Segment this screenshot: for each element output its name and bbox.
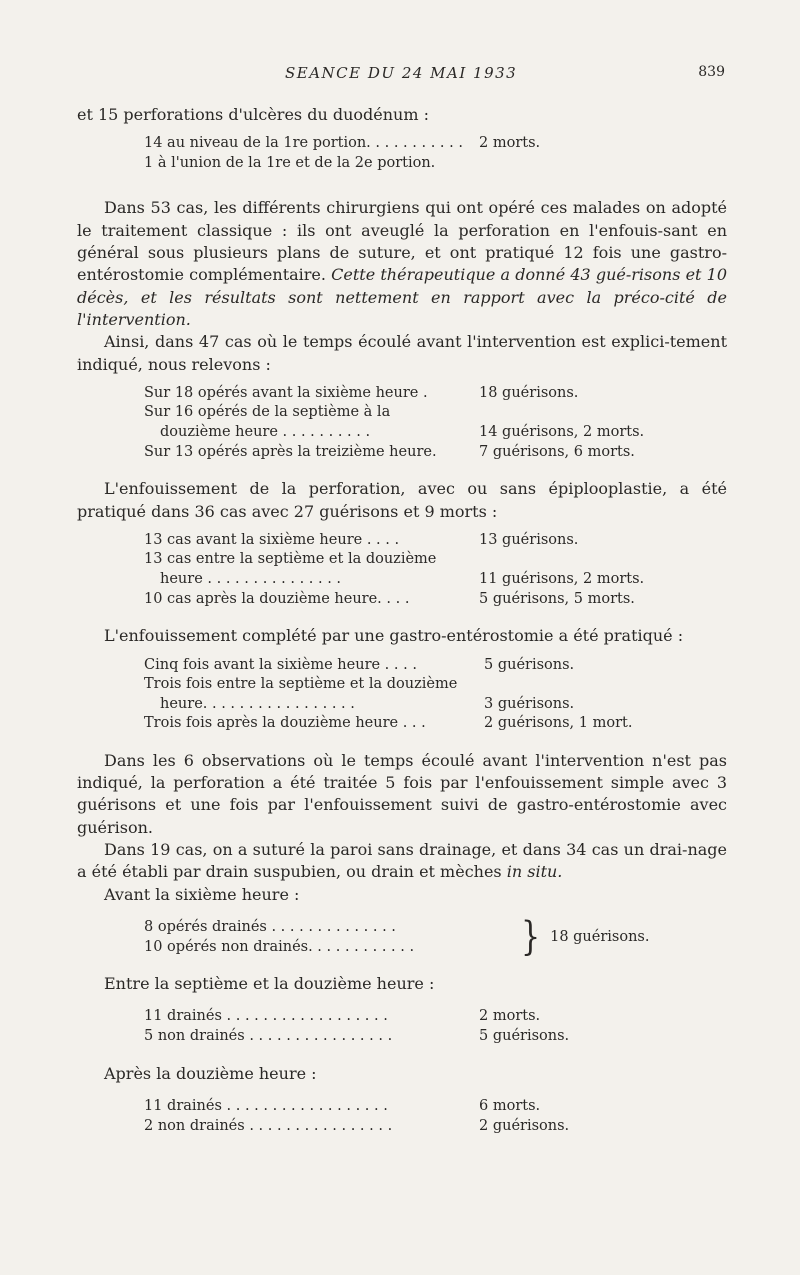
table-value: 2 morts. [479, 1008, 541, 1025]
table-row [144, 423, 727, 443]
table-label: 11 drainés . . . . . . . . . . . . . . . . . . [144, 1097, 388, 1114]
paragraph-6-text: Dans 19 cas, on a suturé la paroi sans drainage, et dans 34 cas un drai-nage a été établi par drain suspubien, ou drain et mèches [77, 840, 727, 882]
table-label: 10 cas après la douzième heure. . . . [144, 590, 410, 607]
table-row [144, 695, 727, 715]
subheading-between: Entre la septième et la douzième heure : [104, 974, 435, 994]
table-value: 5 guérisons. [484, 656, 575, 673]
running-header [0, 64, 800, 86]
table-time-results [144, 384, 727, 462]
table-value: 3 guérisons. [484, 695, 575, 712]
list-item [144, 134, 727, 154]
table-value: 6 morts. [479, 1097, 541, 1114]
duodenum-list [144, 134, 727, 173]
table-label: heure . . . . . . . . . . . . . . . [160, 571, 342, 588]
page-number: 839 [698, 64, 725, 80]
paragraph-1-text: Dans 53 cas, les différents chirurgiens qui ont opéré ces malades on adopté le traitement classique : ils ont aveuglé la perforation en l'enfouis-sant en général sous plusieurs plans de suture, et ont pratiqué 12 fois une gastro-entérostomie complémentaire. [77, 198, 727, 285]
table-row [144, 1097, 727, 1117]
table-label: Sur 13 opérés après la treizième heure. [144, 443, 437, 460]
table-label: douzième heure . . . . . . . . . . [160, 424, 371, 441]
table-label: 13 cas entre la septième et la douzième [144, 551, 437, 568]
list-label: 14 au niveau de la 1re portion. . . . . . . . . . . [144, 135, 463, 152]
table-value: 7 guérisons, 6 morts. [479, 443, 635, 460]
list-label: 1 à l'union de la 1re et de la 2e portion. [144, 154, 436, 171]
table-gastro [144, 656, 727, 734]
table-value: 11 guérisons, 2 morts. [479, 571, 645, 588]
subheading-before-six: Avant la sixième heure : [104, 884, 300, 904]
table-row [144, 570, 727, 590]
table-after [144, 1097, 727, 1136]
table-row [144, 656, 727, 676]
table-label: heure. . . . . . . . . . . . . . . . . [160, 695, 355, 712]
table-label: 11 drainés . . . . . . . . . . . . . . . . . . [144, 1008, 388, 1025]
table-label: 5 non drainés . . . . . . . . . . . . . . . . [144, 1028, 393, 1045]
intro-line: et 15 perforations d'ulcères du duodénum : [77, 105, 429, 124]
table-label: Trois fois après la douzième heure . . . [144, 715, 426, 732]
table-label: Sur 16 opérés de la septième à la [144, 404, 391, 421]
table-label: 2 non drainés . . . . . . . . . . . . . . . . [144, 1117, 393, 1134]
table-between [144, 1007, 727, 1046]
table-row [144, 590, 727, 610]
table-label: Trois fois entre la septième et la douzième [144, 676, 458, 693]
table-row [144, 550, 727, 570]
table-value: 5 guérisons, 5 morts. [479, 590, 635, 607]
list-item: 8 opérés drainés . . . . . . . . . . . . . . [144, 918, 396, 935]
list-item: 10 opérés non drainés. . . . . . . . . . . . [144, 938, 415, 955]
table-row [144, 384, 727, 404]
list-value: 2 morts. [479, 135, 541, 152]
table-label: 13 cas avant la sixième heure . . . . [144, 531, 400, 548]
paragraph-1 [77, 197, 727, 331]
table-row [144, 443, 727, 463]
table-row [144, 675, 727, 695]
braced-group [144, 914, 727, 960]
table-row [144, 714, 727, 734]
table-value: 5 guérisons. [479, 1028, 570, 1045]
paragraph-2: Ainsi, dans 47 cas où le temps écoulé avant l'intervention est explici-tement indiqué, nous relevons : [77, 332, 727, 374]
table-label: Sur 18 opérés avant la sixième heure . [144, 384, 428, 401]
paragraph-4: L'enfouissement complété par une gastro-entérostomie a été pratiqué : [104, 626, 684, 646]
table-value: 14 guérisons, 2 morts. [479, 424, 645, 441]
brace-value: 18 guérisons. [550, 928, 650, 945]
paragraph-6 [77, 839, 727, 884]
table-value: 2 guérisons, 1 mort. [484, 715, 633, 732]
brace-symbol: } [521, 914, 541, 960]
table-value: 18 guérisons. [479, 384, 579, 401]
page-body [77, 104, 727, 1136]
paragraph-6-italic: in situ. [506, 862, 563, 882]
table-enfouissement [144, 531, 727, 609]
running-title: SEANCE DU 24 MAI 1933 [285, 64, 518, 82]
list-item [144, 154, 727, 174]
table-row [144, 1007, 727, 1027]
table-row [144, 1027, 727, 1047]
table-row [144, 531, 727, 551]
paragraph-3: L'enfouissement de la perforation, avec ou sans épiplooplastie, a été pratiqué dans 36 cas avec 27 guérisons et 9 morts : [77, 479, 727, 521]
table-label: Cinq fois avant la sixième heure . . . . [144, 656, 417, 673]
table-row [144, 403, 727, 423]
table-value: 13 guérisons. [479, 531, 579, 548]
paragraph-5: Dans les 6 observations où le temps écoulé avant l'intervention n'est pas indiqué, la perforation a été traitée 5 fois par l'enfouissement simple avec 3 guérisons et une fois par l'enfouissement suivi de gastro-entérostomie avec guérison. [77, 750, 727, 837]
table-row [144, 1117, 727, 1137]
paragraph-1-italic: Cette thérapeutique a donné 43 gué-risons et 10 décès, et les résultats sont nettement en rapport avec la préco-cité de l'intervention. [77, 265, 728, 329]
subheading-after: Après la douzième heure : [104, 1063, 317, 1083]
table-value: 2 guérisons. [479, 1117, 570, 1134]
